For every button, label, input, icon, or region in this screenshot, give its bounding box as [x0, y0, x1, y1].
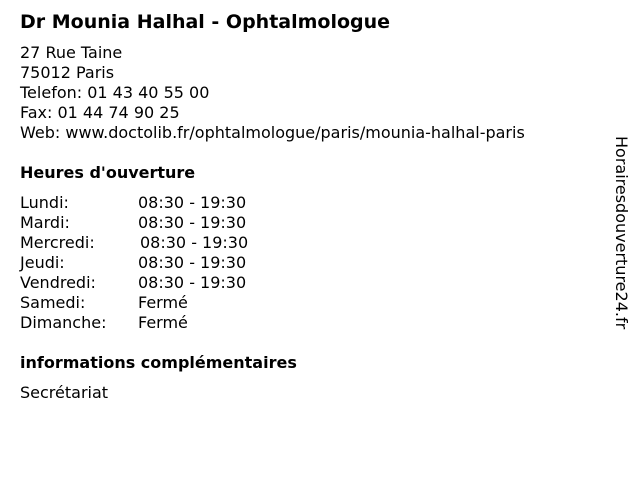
additional-info-text: Secrétariat — [20, 383, 109, 402]
page-title: Dr Mounia Halhal - Ophtalmologue — [20, 11, 391, 33]
day-label: Lundi: — [20, 193, 69, 212]
street-address: 27 Rue Taine — [20, 43, 123, 62]
day-label: Vendredi: — [20, 273, 96, 292]
day-label: Samedi: — [20, 293, 86, 312]
city-postcode: 75012 Paris — [20, 63, 115, 82]
time-value: Fermé — [138, 313, 188, 332]
side-brand-watermark — [611, 136, 635, 370]
time-value: 08:30 - 19:30 — [138, 253, 247, 272]
day-label: Jeudi: — [20, 253, 65, 272]
day-label: Mercredi: — [20, 233, 95, 252]
additional-info-heading: informations complémentaires — [20, 353, 297, 372]
time-value: 08:30 - 19:30 — [138, 213, 247, 232]
day-label: Dimanche: — [20, 313, 107, 332]
day-label: Mardi: — [20, 213, 70, 232]
opening-hours-heading: Heures d'ouverture — [20, 163, 196, 182]
website-link[interactable]: Web: www.doctolib.fr/ophtalmologue/paris/mounia-halhal-paris — [20, 123, 525, 142]
time-value: Fermé — [138, 293, 188, 312]
side-brand-text: Horairesdouverture24.fr — [612, 136, 631, 330]
phone-number: Telefon: 01 43 40 55 00 — [20, 83, 210, 102]
fax-number: Fax: 01 44 74 90 25 — [20, 103, 180, 122]
address-block — [20, 43, 525, 143]
time-value: 08:30 - 19:30 — [138, 273, 247, 292]
time-value: 08:30 - 19:30 — [140, 233, 249, 252]
time-value: 08:30 - 19:30 — [138, 193, 247, 212]
